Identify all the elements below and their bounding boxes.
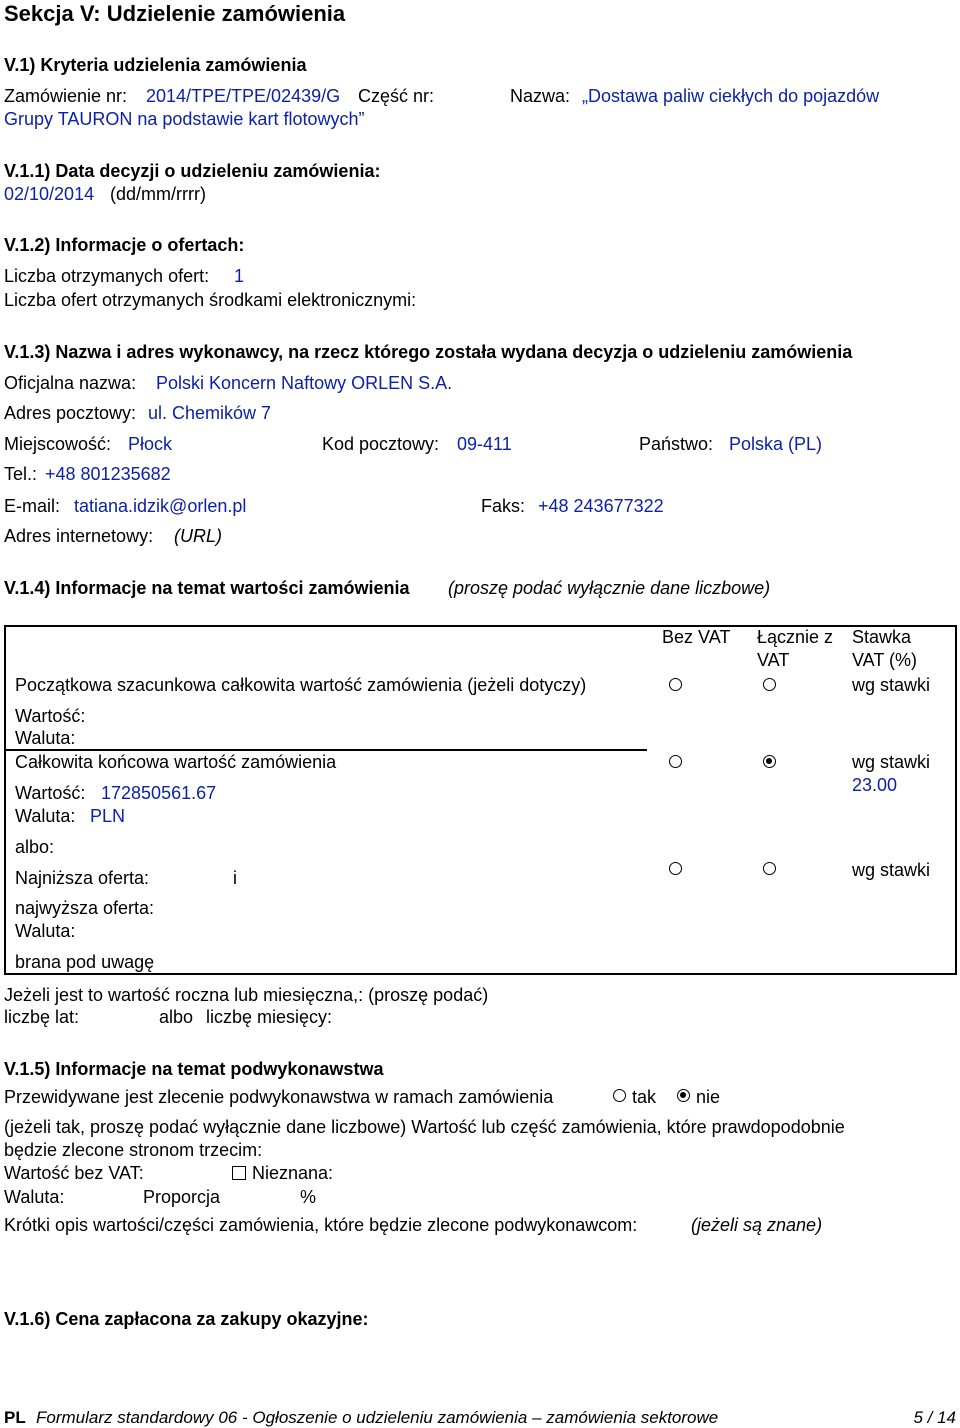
subcontract-value-label: Wartość bez VAT:: [4, 1163, 144, 1183]
col-header-rate-line2: VAT (%): [852, 650, 918, 670]
fax-value: +48 243677322: [538, 496, 664, 516]
city-label: Miejscowość:: [4, 434, 112, 454]
subcontract-question: Przewidywane jest zlecenie podwykonawstwa w ramach zamówienia: [4, 1087, 554, 1107]
final-value-amount: 172850561.67: [101, 783, 217, 803]
v14-heading-note: (proszę podać wyłącznie dane liczbowe): [448, 578, 771, 598]
v13-heading: V.1.3) Nazwa i adres wykonawcy, na rzecz którego została wydana decyzja o udzieleniu zamówienia: [4, 342, 853, 362]
www-value: (URL): [174, 526, 222, 546]
country-value: Polska (PL): [729, 434, 823, 454]
final-net-radio[interactable]: [669, 755, 682, 768]
tel-value: +48 801235682: [45, 464, 171, 484]
subcontract-yes-radio[interactable]: [613, 1089, 626, 1102]
section-title: Sekcja V: Udzielenie zamówienia: [4, 1, 346, 26]
www-label: Adres internetowy:: [4, 526, 154, 546]
initial-value-label: Początkowa szacunkowa całkowita wartość zamówienia (jeżeli dotyczy): [15, 675, 587, 695]
final-rate-value: 23.00: [852, 775, 898, 795]
email-value: tatiana.idzik@orlen.pl: [74, 496, 247, 516]
postal-address-label: Adres pocztowy:: [4, 403, 137, 423]
footer-lang: PL: [4, 1408, 26, 1427]
city-value: Płock: [128, 434, 173, 454]
initial-currency-label: Waluta:: [15, 728, 76, 748]
part-name-value-line1: „Dostawa paliw ciekłych do pojazdów: [582, 86, 880, 106]
email-label: E-mail:: [4, 496, 61, 516]
subcontract-desc-note: (jeżeli są znane): [691, 1215, 823, 1235]
v12-heading: V.1.2) Informacje o ofertach:: [4, 235, 245, 255]
initial-net-radio[interactable]: [669, 678, 682, 691]
initial-value-field-label: Wartość:: [15, 706, 86, 726]
initial-rate: wg stawki: [852, 675, 931, 695]
subcontract-note-line2: będzie zlecone stronom trzecim:: [4, 1140, 263, 1160]
electronic-offers-label: Liczba ofert otrzymanych środkami elektronicznymi:: [4, 290, 417, 310]
tel-label: Tel.:: [4, 464, 38, 484]
lowest-offer-label: Najniższa oferta:: [15, 868, 150, 888]
part-name-label: Nazwa:: [510, 86, 571, 106]
part-number-label: Część nr:: [358, 86, 435, 106]
unknown-checkbox[interactable]: [232, 1166, 246, 1180]
proportion-label: Proporcja: [143, 1187, 221, 1207]
official-name-label: Oficjalna nazwa:: [4, 373, 137, 393]
subcontract-yes-label: tak: [632, 1087, 657, 1107]
subcontract-no-label: nie: [696, 1087, 721, 1107]
final-value-label: Całkowita końcowa wartość zamówienia: [15, 752, 337, 772]
final-currency-value: PLN: [90, 806, 126, 826]
official-name-value: Polski Koncern Naftowy ORLEN S.A.: [156, 373, 453, 393]
order-number-value: 2014/TPE/TPE/02439/G: [146, 86, 341, 106]
annual-note: Jeżeli jest to wartość roczna lub miesięczna,: (proszę podać): [4, 985, 489, 1005]
highest-offer-label: najwyższa oferta:: [15, 898, 155, 918]
table-divider: [4, 749, 647, 751]
range-net-radio[interactable]: [669, 862, 682, 875]
final-currency-label: Waluta:: [15, 806, 76, 826]
fax-label: Faks:: [481, 496, 526, 516]
final-gross-radio[interactable]: [763, 755, 776, 768]
range-currency-label: Waluta:: [15, 921, 76, 941]
footer-page-number: 5 / 14: [913, 1408, 956, 1427]
postcode-label: Kod pocztowy:: [322, 434, 440, 454]
decision-date: 02/10/2014: [4, 184, 95, 204]
months-label: liczbę miesięcy:: [206, 1007, 333, 1027]
initial-gross-radio[interactable]: [763, 678, 776, 691]
subcontract-desc-label: Krótki opis wartości/części zamówienia, które będzie zlecone podwykonawcom:: [4, 1215, 638, 1235]
subcontract-note-line1: (jeżeli tak, proszę podać wyłącznie dane liczbowe) Wartość lub część zamówienia, które prawdopodobnie: [4, 1117, 845, 1137]
v16-heading: V.1.6) Cena zapłacona za zakupy okazyjne:: [4, 1309, 369, 1329]
final-rate: wg stawki: [852, 752, 931, 772]
country-label: Państwo:: [639, 434, 714, 454]
v14-heading: V.1.4) Informacje na temat wartości zamówienia: [4, 578, 410, 598]
col-header-gross-line2: VAT: [757, 650, 790, 670]
col-header-rate-line1: Stawka: [852, 627, 912, 647]
offers-count-value: 1: [234, 266, 245, 286]
offers-count-label: Liczba otrzymanych ofert:: [4, 266, 210, 286]
percent-sign: %: [300, 1187, 317, 1207]
final-value-field-label: Wartość:: [15, 783, 86, 803]
subcontract-no-radio[interactable]: [677, 1089, 690, 1102]
part-name-value-line2: Grupy TAURON na podstawie kart flotowych”: [4, 109, 365, 129]
subcontract-currency-label: Waluta:: [4, 1187, 65, 1207]
postal-address-value: ul. Chemików 7: [148, 403, 272, 423]
col-header-gross-line1: Łącznie z: [757, 627, 834, 647]
v1-heading: V.1) Kryteria udzielenia zamówienia: [4, 55, 307, 75]
or-word: albo: [159, 1007, 194, 1027]
range-gross-radio[interactable]: [763, 862, 776, 875]
or-label: albo:: [15, 837, 55, 857]
v11-heading: V.1.1) Data decyzji o udzieleniu zamówienia:: [4, 161, 381, 181]
order-number-label: Zamówienie nr:: [4, 86, 128, 106]
postcode-value: 09-411: [457, 434, 512, 454]
col-header-net: Bez VAT: [662, 627, 731, 647]
v15-heading: V.1.5) Informacje na temat podwykonawstwa: [4, 1059, 384, 1079]
range-rate: wg stawki: [852, 860, 931, 880]
unknown-label: Nieznana:: [252, 1163, 334, 1183]
footer-form-name: Formularz standardowy 06 - Ogłoszenie o udzieleniu zamówienia – zamówienia sektorowe: [36, 1408, 719, 1427]
considered-label: brana pod uwagę: [15, 952, 155, 972]
date-format: (dd/mm/rrrr): [110, 184, 206, 204]
years-label: liczbę lat:: [4, 1007, 80, 1027]
and-label: i: [233, 868, 237, 888]
